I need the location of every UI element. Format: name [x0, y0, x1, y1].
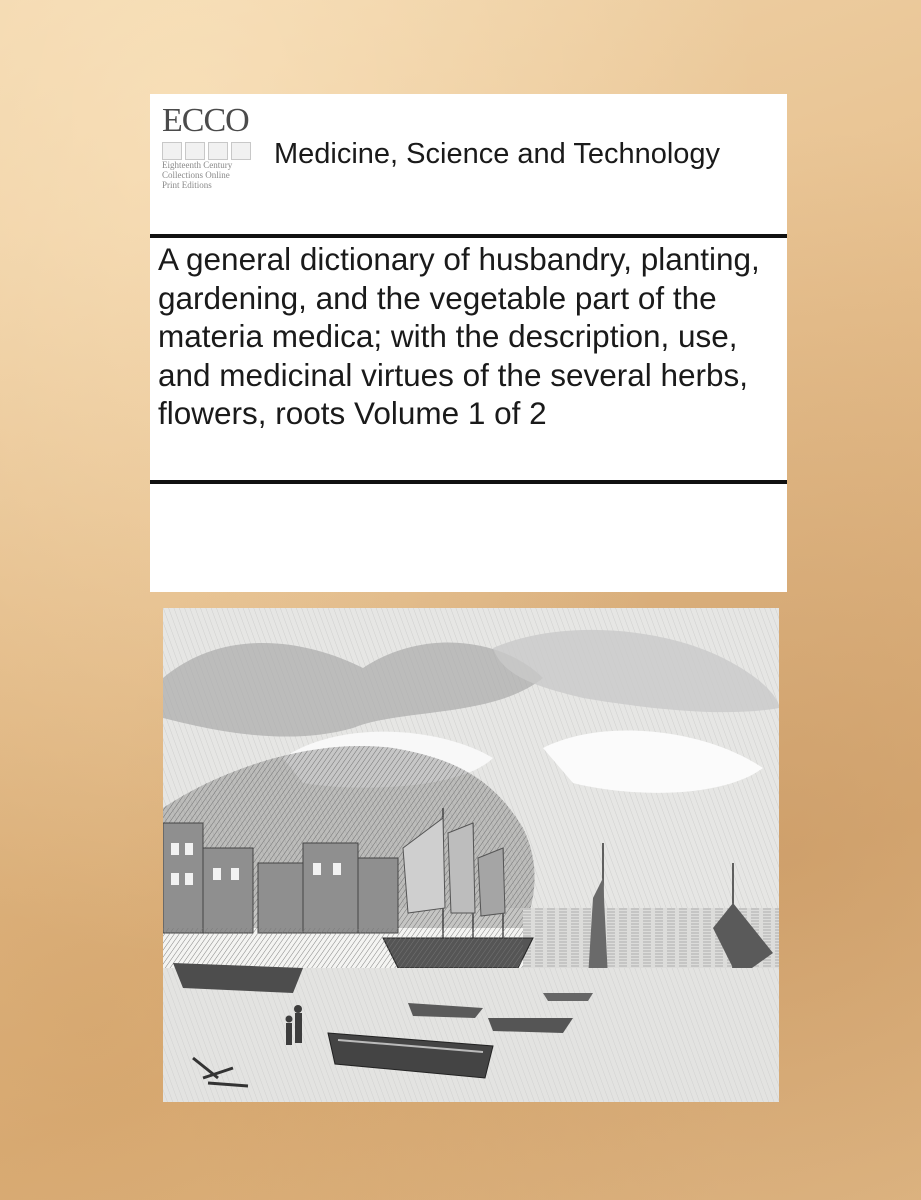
title-rule-top [150, 234, 787, 238]
logo-mark: ECCO [162, 102, 249, 139]
book-title: A general dictionary of husbandry, planting, gardening, and the vegetable part of the materia medica; with the description, use, and medicinal virtues of the several herbs, flowers, roots Volume 1 of 2 [158, 241, 760, 431]
logo-bars [162, 142, 262, 160]
logo-line-1: Eighteenth Century [162, 160, 233, 170]
logo-line-3: Print Editions [162, 180, 212, 190]
engraving-illustration [163, 608, 779, 1102]
logo-line-2: Collections Online [162, 170, 230, 180]
ecco-logo [162, 104, 262, 219]
harbour-engraving [163, 608, 779, 1102]
title-block [150, 226, 787, 592]
series-header [150, 94, 787, 226]
series-name: Medicine, Science and Technology [274, 138, 721, 170]
title-rule-bottom [150, 480, 787, 484]
